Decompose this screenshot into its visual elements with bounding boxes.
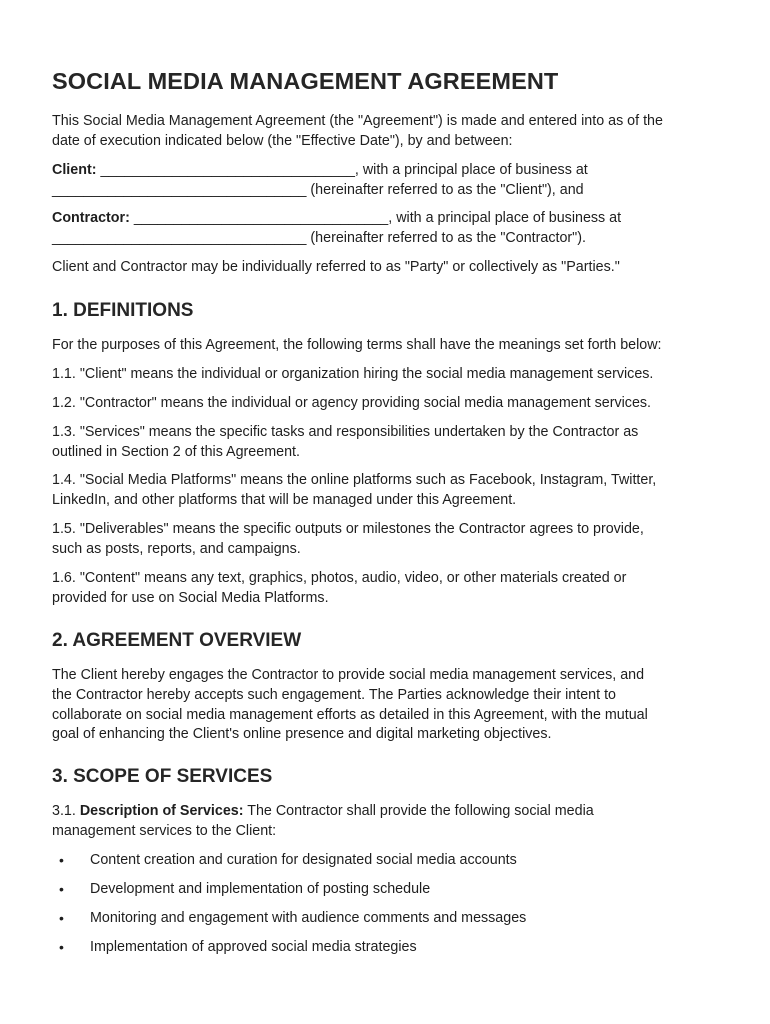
section-heading-definitions: 1. DEFINITIONS <box>52 300 194 321</box>
scope-description: 3.1. Description of Services: The Contractor shall provide the following social media management services to the Client: <box>52 803 594 839</box>
intro-line: date of execution indicated below (the "Effective Date"), by and between: <box>52 132 513 149</box>
intro-paragraph <box>52 112 724 152</box>
section-heading-overview: 2. AGREEMENT OVERVIEW <box>52 630 302 651</box>
scope-number: 3.1. <box>52 803 80 819</box>
definition-item: 1.5. "Deliverables" means the specific outputs or milestones the Contractor agrees to provide, such as posts, reports, and campaigns. <box>52 521 644 557</box>
bullet-icon: • <box>59 939 64 955</box>
scope-text: The Contractor shall provide the following social media <box>243 803 594 819</box>
client-line-1: ________________________________, with a principal place of business at <box>96 162 588 178</box>
document-page: SOCIAL MEDIA MANAGEMENT AGREEMENT This Social Media Management Agreement (the "Agreement") is made and entered into as of the date of execution indicated below (the "Effective Date"), by and between: Client: ________________________________, with a principal place of business at ________________________________ (hereinafter referred to as the "Client"), and Contractor: ________________________________, with a principal place of business at ________________________________ (hereinafter referred to as the "Contractor"). Client and Contractor may be individually referred to as "Party" or collectively as "Parties." 1. DEFINITIONS For the purposes of this Agreement, the following terms shall have the meanings set forth below: 1.1. "Client" means the individual or organization hiring the social media management services. 1.2. "Contractor" means the individual or agency providing social media management services. 1.3. "Services" means the specific tasks and responsibilities undertaken by the Contractor as outlined in Section 2 of this Agreement. 1.4. "Social Media Platforms" means the online platforms such as Facebook, Instagram, Twitter, LinkedIn, and other platforms that will be managed under this Agreement. 1.5. "Deliverables" means the specific outputs or milestones the Contractor agrees to provide, such as posts, reports, and campaigns. 1.6. "Content" means any text, graphics, photos, audio, video, or other materials created or provided for use on Social Media Platforms. 2. AGREEMENT OVERVIEW The Client hereby engages the Contractor to provide social media management services, and the Contractor hereby accepts such engagement. The Parties acknowledge their intent to collaborate on social media management efforts as detailed in this Agreement, with the mutual goal of enhancing the Client's online presence and digital marketing objectives. 3. SCOPE OF SERVICES 3.1. Description of Services: The Contractor shall provide the following social media management services to the Client: • Content creation and curation for designated social media accounts • Development and implementation of posting schedule • Monitoring and engagement with audience comments and messages • Implementation of approved social media strategies <box>0 0 770 1024</box>
definition-item: 1.1. "Client" means the individual or organization hiring the social media management services. <box>52 366 654 382</box>
document-title: SOCIAL MEDIA MANAGEMENT AGREEMENT <box>52 68 559 94</box>
contractor-line-1: ________________________________, with a principal place of business at <box>129 210 622 226</box>
client-line-2: ________________________________ (hereinafter referred to as the "Client"), and <box>52 181 584 198</box>
scope-label: Description of Services: <box>79 803 244 819</box>
definition-item: 1.2. "Contractor" means the individual or agency providing social media management services. <box>52 395 652 411</box>
client-label: Client: <box>52 162 97 178</box>
definition-item: 1.6. "Content" means any text, graphics, photos, audio, video, or other materials created or provided for use on Social Media Platforms. <box>52 570 627 606</box>
section-heading-scope: 3. SCOPE OF SERVICES <box>52 766 273 787</box>
bullet-icon: • <box>59 852 64 868</box>
definition-item: 1.3. "Services" means the specific tasks and responsibilities undertaken by the Contractor as outlined in Section 2 of this Agreement. <box>52 424 639 460</box>
contractor-line-2: ________________________________ (hereinafter referred to as the "Contractor"). <box>52 229 586 246</box>
contractor-clause <box>52 209 724 249</box>
intro-line: This Social Media Management Agreement (the "Agreement") is made and entered into as of the <box>52 113 663 129</box>
contractor-label: Contractor: <box>52 210 130 226</box>
bullet-icon: • <box>59 910 64 926</box>
definition-item: 1.4. "Social Media Platforms" means the online platforms such as Facebook, Instagram, Twitter, LinkedIn, and other platforms that will be managed under this Agreement. <box>52 472 657 508</box>
bullet-icon: • <box>59 881 64 897</box>
definitions-intro: For the purposes of this Agreement, the following terms shall have the meanings set forth below: <box>52 337 662 353</box>
parties-note: Client and Contractor may be individually referred to as "Party" or collectively as "Parties." <box>52 259 620 275</box>
overview-paragraph: The Client hereby engages the Contractor to provide social media management services, and the Contractor hereby accepts such engagement. The Parties acknowledge their intent to collaborate on social media management efforts as detailed in this Agreement, with the mutual goal of enhancing the Client's online presence and digital marketing objectives. <box>52 667 648 743</box>
client-clause <box>52 161 724 201</box>
